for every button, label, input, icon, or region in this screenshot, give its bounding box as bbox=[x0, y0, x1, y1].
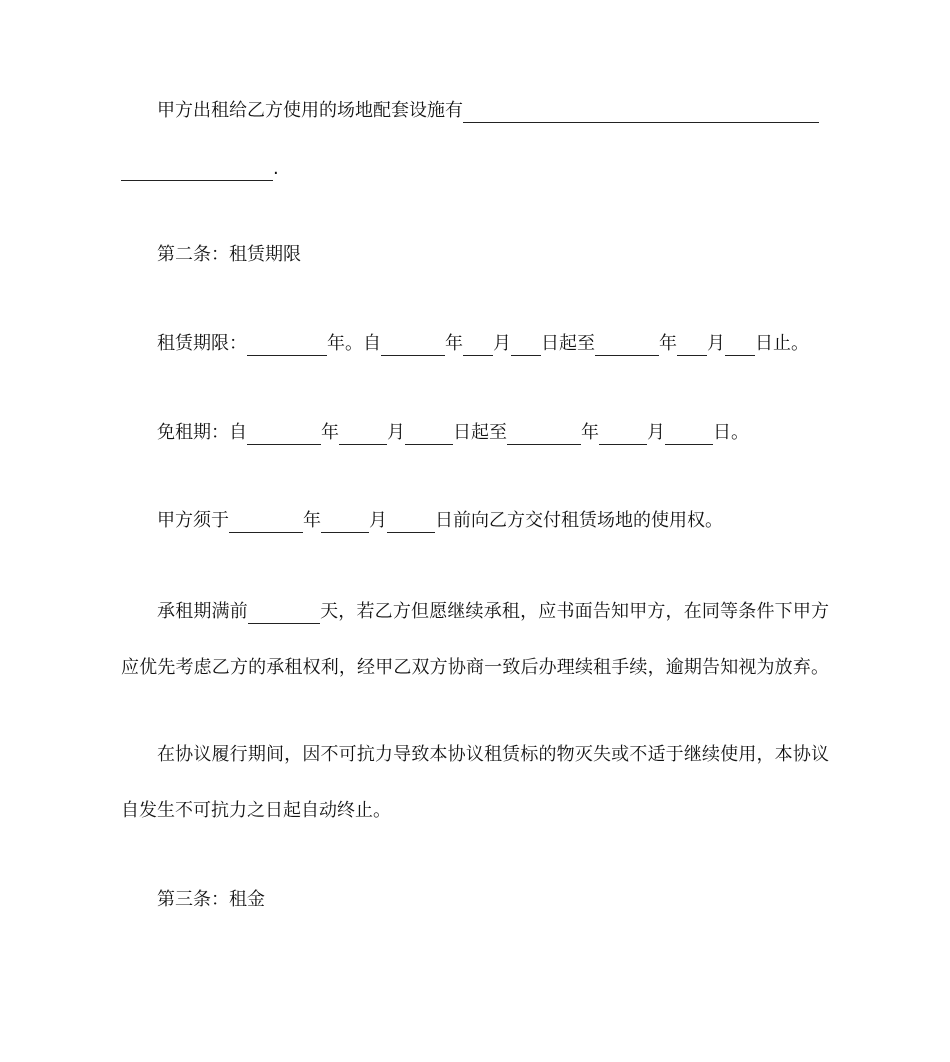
lease-start-year-blank bbox=[381, 335, 445, 356]
rent-free-start-day-unit: 日起至 bbox=[453, 422, 507, 443]
renewal-line-1 bbox=[157, 600, 829, 624]
rent-free-start-month-blank bbox=[339, 424, 387, 445]
lease-years-unit: 年。自 bbox=[327, 333, 381, 354]
delivery-year-blank bbox=[229, 512, 303, 533]
lease-start-month-unit: 月 bbox=[493, 333, 511, 354]
lease-end-year-unit: 年 bbox=[659, 333, 677, 354]
lease-end-month-blank bbox=[677, 335, 707, 356]
article-3-heading: 第三条：租金 bbox=[157, 889, 265, 910]
delivery-label: 甲方须于 bbox=[157, 510, 229, 531]
lease-start-day-blank bbox=[511, 335, 541, 356]
renewal-rest: 天，若乙方但愿继续承租，应书面告知甲方，在同等条件下甲方 bbox=[319, 601, 829, 622]
renewal-days-blank bbox=[248, 603, 320, 624]
force-majeure-line-1: 在协议履行期间，因不可抗力导致本协议租赁标的物灭失或不适于继续使用，本协议 bbox=[157, 744, 829, 765]
delivery-day-blank bbox=[387, 512, 435, 533]
delivery-line bbox=[157, 509, 723, 533]
lease-years-blank bbox=[247, 335, 327, 356]
rent-free-start-day-blank bbox=[405, 424, 453, 445]
delivery-month-unit: 月 bbox=[369, 510, 387, 531]
article-2-heading: 第二条：租赁期限 bbox=[157, 244, 301, 265]
facilities-label: 甲方出租给乙方使用的场地配套设施有 bbox=[157, 100, 463, 121]
lease-end-month-unit: 月 bbox=[707, 333, 725, 354]
lease-end-year-blank bbox=[595, 335, 659, 356]
lease-end-day-blank bbox=[725, 335, 755, 356]
rent-free-start-month-unit: 月 bbox=[387, 422, 405, 443]
lease-start-day-unit: 日起至 bbox=[541, 333, 595, 354]
facilities-line bbox=[157, 99, 819, 123]
rent-free-end-day-blank bbox=[665, 424, 713, 445]
rent-free-end-month-unit: 月 bbox=[647, 422, 665, 443]
rent-free-end-year-unit: 年 bbox=[581, 422, 599, 443]
lease-term-line bbox=[157, 332, 809, 356]
delivery-year-unit: 年 bbox=[303, 510, 321, 531]
lease-start-month-blank bbox=[463, 335, 493, 356]
rent-free-end-year-blank bbox=[507, 424, 581, 445]
delivery-end-text: 日前向乙方交付租赁场地的使用权。 bbox=[435, 510, 723, 531]
facilities-blank-continued bbox=[121, 160, 273, 181]
renewal-lead: 承租期满前 bbox=[157, 601, 248, 622]
facilities-blank bbox=[463, 102, 819, 123]
rent-free-label: 免租期：自 bbox=[157, 422, 247, 443]
rent-free-end-day-unit: 日。 bbox=[713, 422, 749, 443]
facilities-line-continued bbox=[121, 157, 279, 181]
lease-term-label: 租赁期限： bbox=[157, 333, 247, 354]
rent-free-start-year-unit: 年 bbox=[321, 422, 339, 443]
renewal-line-2: 应优先考虑乙方的承租权利，经甲乙双方协商一致后办理续租手续，逾期告知视为放弃。 bbox=[121, 657, 829, 678]
lease-end-day-unit: 日止。 bbox=[755, 333, 809, 354]
rent-free-start-year-blank bbox=[247, 424, 321, 445]
rent-free-end-month-blank bbox=[599, 424, 647, 445]
force-majeure-line-2: 自发生不可抗力之日起自动终止。 bbox=[121, 800, 391, 821]
facilities-end-punct: . bbox=[273, 158, 279, 179]
lease-start-year-unit: 年 bbox=[445, 333, 463, 354]
rent-free-line bbox=[157, 421, 749, 445]
delivery-month-blank bbox=[321, 512, 369, 533]
